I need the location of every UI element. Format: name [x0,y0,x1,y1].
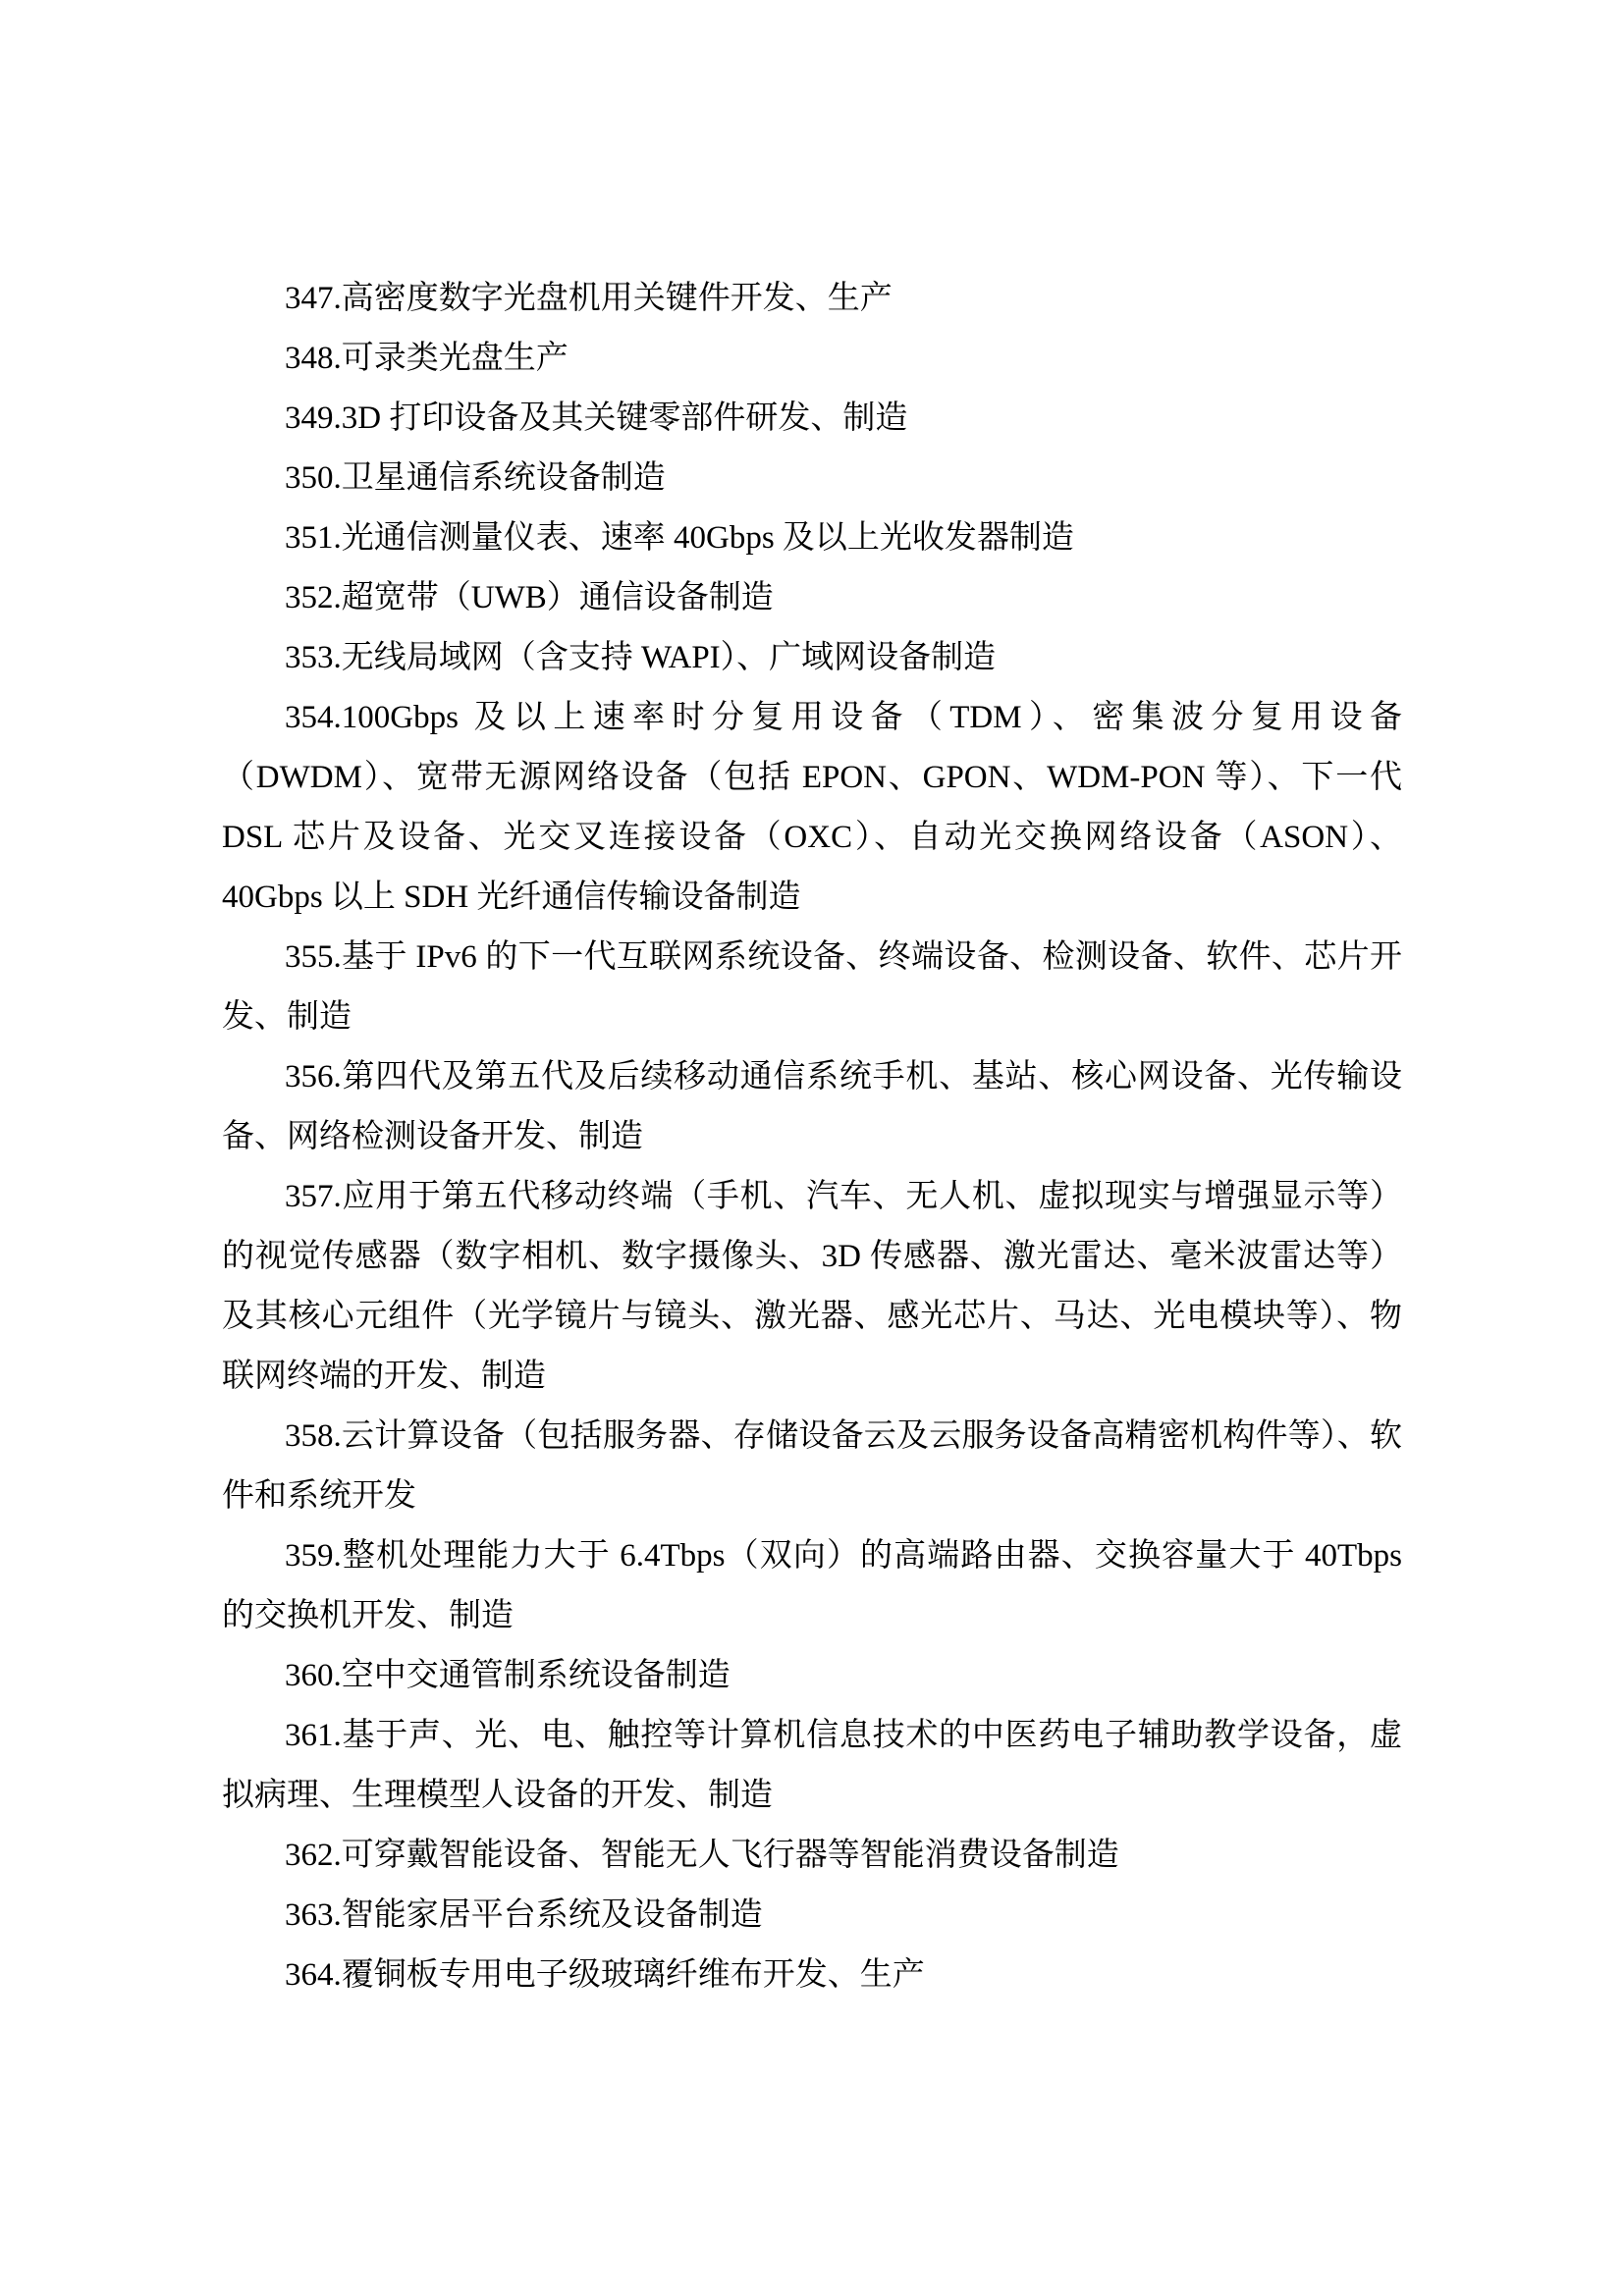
item-number: 347. [285,281,342,316]
list-item-348 [222,329,1402,389]
item-text: 第四代及第五代及后续移动通信系统手机、基站、核心网设备、光传输设备、网络检测设备开发、制造 [222,1059,1402,1154]
item-text: 可录类光盘生产 [341,341,568,376]
item-number: 355. [285,939,342,975]
item-number: 354. [285,700,342,735]
item-number: 359. [285,1538,342,1574]
list-item-353 [222,628,1402,688]
item-number: 363. [285,1897,342,1933]
item-text: 超宽带（UWB）通信设备制造 [341,580,774,615]
item-number: 356. [285,1059,342,1095]
list-item-358 [222,1407,1402,1526]
item-number: 350. [285,460,342,496]
item-number: 349. [285,400,342,436]
item-text: 基于 IPv6 的下一代互联网系统设备、终端设备、检测设备、软件、芯片开发、制造 [222,939,1402,1035]
item-number: 360. [285,1658,342,1693]
item-text: 可穿戴智能设备、智能无人飞行器等智能消费设备制造 [341,1838,1119,1873]
item-number: 348. [285,341,342,376]
item-text: 智能家居平台系统及设备制造 [341,1897,763,1933]
item-text: 卫星通信系统设备制造 [341,460,666,496]
item-number: 357. [285,1179,342,1214]
list-item-352 [222,568,1402,628]
list-item-362 [222,1826,1402,1886]
list-item-361 [222,1706,1402,1826]
item-text: 基于声、光、电、触控等计算机信息技术的中医药电子辅助教学设备，虚拟病理、生理模型人设备的开发、制造 [222,1718,1402,1813]
item-number: 351. [285,520,342,556]
item-text: 应用于第五代移动终端（手机、汽车、无人机、虚拟现实与增强显示等）的视觉传感器（数字相机、数字摄像头、3D 传感器、激光雷达、毫米波雷达等）及其核心元组件（光学镜片与镜头、激光器、感光芯片、马达、光电模块等）、物联网终端的开发、制造 [222,1179,1402,1394]
list-item-357 [222,1167,1402,1407]
list-item-364 [222,1946,1402,2005]
list-item-363 [222,1886,1402,1946]
list-item-356 [222,1047,1402,1167]
list-item-347 [222,269,1402,329]
item-text: 整机处理能力大于 6.4Tbps（双向）的高端路由器、交换容量大于 40Tbps 的交换机开发、制造 [222,1538,1402,1633]
list-item-350 [222,449,1402,508]
item-number: 361. [285,1718,342,1753]
list-item-360 [222,1646,1402,1706]
item-text: 3D 打印设备及其关键零部件研发、制造 [341,400,908,436]
item-text: 100Gbps 及以上速率时分复用设备（TDM）、密集波分复用设备（DWDM）、宽带无源网络设备（包括 EPON、GPON、WDM-PON 等）、下一代 DSL 芯片及设备、光交叉连接设备（OXC）、自动光交换网络设备（ASON）、40Gbps 以上 SDH 光纤通信传输设备制造 [222,700,1402,915]
list-item-351 [222,508,1402,568]
document-body [222,269,1402,2005]
list-item-355 [222,928,1402,1047]
item-text: 光通信测量仪表、速率 40Gbps 及以上光收发器制造 [341,520,1074,556]
item-text: 空中交通管制系统设备制造 [341,1658,731,1693]
item-number: 364. [285,1957,342,1993]
item-text: 无线局域网（含支持 WAPI）、广域网设备制造 [341,640,997,675]
list-item-359 [222,1526,1402,1646]
item-number: 352. [285,580,342,615]
item-number: 358. [285,1418,342,1454]
item-number: 353. [285,640,342,675]
item-number: 362. [285,1838,342,1873]
list-item-349 [222,389,1402,449]
item-text: 云计算设备（包括服务器、存储设备云及云服务设备高精密机构件等）、软件和系统开发 [222,1418,1402,1514]
item-text: 覆铜板专用电子级玻璃纤维布开发、生产 [341,1957,925,1993]
list-item-354 [222,688,1402,928]
item-text: 高密度数字光盘机用关键件开发、生产 [341,281,893,316]
